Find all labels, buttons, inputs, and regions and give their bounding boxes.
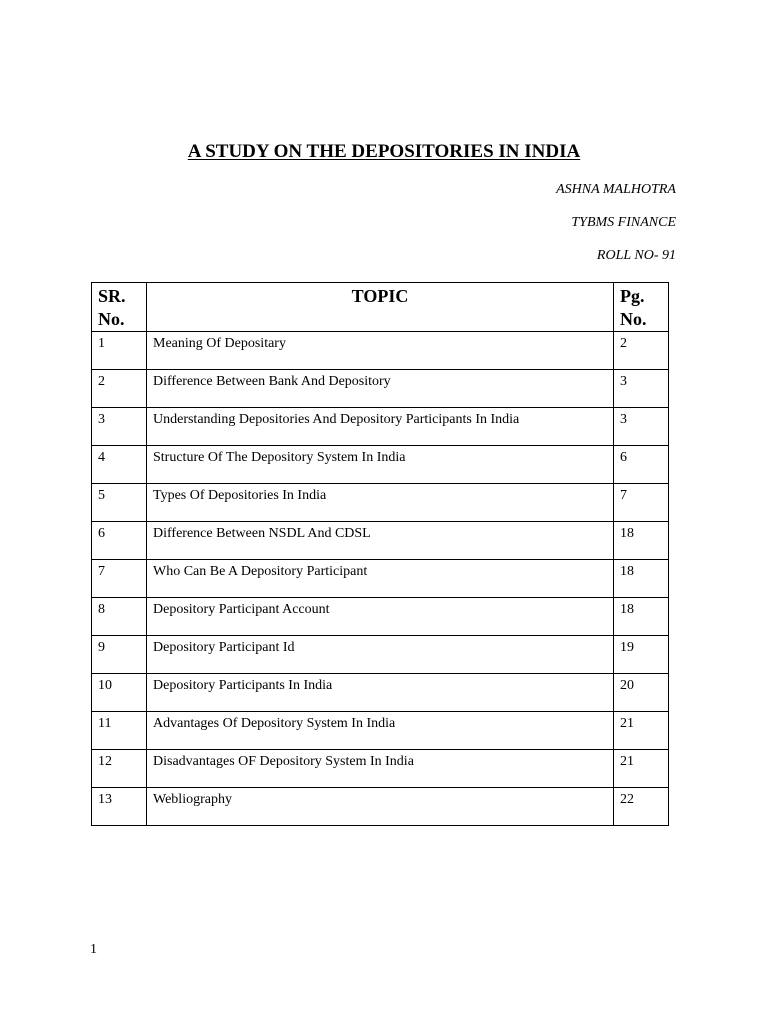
sr-cell: 2	[92, 370, 147, 408]
table-row	[92, 370, 669, 408]
topic-cell: Difference Between NSDL And CDSL	[147, 522, 614, 560]
sr-cell: 3	[92, 408, 147, 446]
topic-cell: Who Can Be A Depository Participant	[147, 560, 614, 598]
page-cell: 18	[614, 560, 669, 598]
page-cell: 18	[614, 598, 669, 636]
header-topic: TOPIC	[147, 283, 614, 332]
page-cell: 3	[614, 408, 669, 446]
page-cell: 18	[614, 522, 669, 560]
page-cell: 7	[614, 484, 669, 522]
sr-cell: 5	[92, 484, 147, 522]
table-row	[92, 750, 669, 788]
table-row	[92, 788, 669, 826]
page-cell: 21	[614, 712, 669, 750]
topic-cell: Depository Participant Account	[147, 598, 614, 636]
page-cell: 3	[614, 370, 669, 408]
header-page-no: Pg. No.	[614, 283, 669, 332]
table-row	[92, 522, 669, 560]
table-row	[92, 598, 669, 636]
course-name: TYBMS FINANCE	[571, 215, 676, 230]
page-number: 1	[90, 942, 97, 957]
topic-cell: Structure Of The Depository System In India	[147, 446, 614, 484]
topic-cell: Depository Participants In India	[147, 674, 614, 712]
header-sr-no: SR. No.	[92, 283, 147, 332]
topic-cell: Meaning Of Depositary	[147, 332, 614, 370]
sr-cell: 7	[92, 560, 147, 598]
sr-cell: 6	[92, 522, 147, 560]
topic-cell: Difference Between Bank And Depository	[147, 370, 614, 408]
page-cell: 20	[614, 674, 669, 712]
roll-number: ROLL NO- 91	[596, 248, 676, 263]
topic-cell: Disadvantages OF Depository System In India	[147, 750, 614, 788]
sr-cell: 1	[92, 332, 147, 370]
topic-cell: Understanding Depositories And Depository Participants In India	[147, 408, 614, 446]
table-row	[92, 332, 669, 370]
document-title: A STUDY ON THE DEPOSITORIES IN INDIA	[187, 141, 581, 162]
table-row	[92, 446, 669, 484]
topic-cell: Depository Participant Id	[147, 636, 614, 674]
table-of-contents	[91, 282, 669, 826]
topic-cell: Types Of Depositories In India	[147, 484, 614, 522]
sr-cell: 8	[92, 598, 147, 636]
table-row	[92, 408, 669, 446]
table-header-row	[92, 283, 669, 332]
page-cell: 22	[614, 788, 669, 826]
page-cell: 19	[614, 636, 669, 674]
page-cell: 2	[614, 332, 669, 370]
page-cell: 6	[614, 446, 669, 484]
table-row	[92, 484, 669, 522]
sr-cell: 12	[92, 750, 147, 788]
table-body	[92, 332, 669, 826]
sr-cell: 13	[92, 788, 147, 826]
topic-cell: Advantages Of Depository System In India	[147, 712, 614, 750]
sr-cell: 10	[92, 674, 147, 712]
table-row	[92, 560, 669, 598]
topic-cell: Webliography	[147, 788, 614, 826]
author-name: ASHNA MALHOTRA	[556, 182, 676, 197]
table-row	[92, 674, 669, 712]
table-row	[92, 712, 669, 750]
sr-cell: 11	[92, 712, 147, 750]
page-cell: 21	[614, 750, 669, 788]
table-row	[92, 636, 669, 674]
sr-cell: 9	[92, 636, 147, 674]
sr-cell: 4	[92, 446, 147, 484]
